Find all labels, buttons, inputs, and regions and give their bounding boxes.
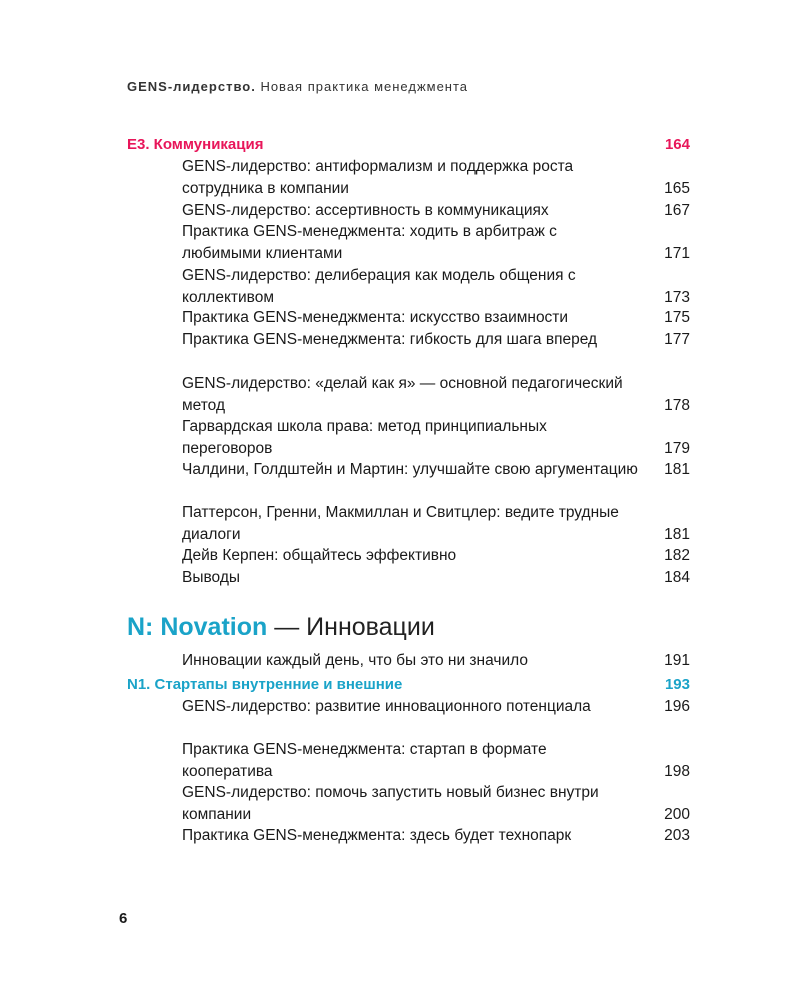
toc-entry-title: Инновации каждый день, что бы это ни значило — [182, 652, 528, 669]
toc-entry-title: GENS-лидерство: антиформализм и поддержка роста сотрудника в компании — [182, 158, 574, 197]
page-number: 6 — [119, 910, 128, 927]
toc-entry-title: Выводы — [182, 569, 241, 586]
toc-entry[interactable] — [182, 416, 690, 460]
toc-entry-page: 203 — [664, 827, 690, 844]
toc-entry[interactable] — [182, 459, 690, 481]
toc-entry-title: GENS-лидерство: развитие инновационного потенциала — [182, 698, 591, 715]
toc-entry-title: GENS-лидерство: делиберация как модель общения с коллективом — [182, 267, 576, 306]
toc-entry-title: Гарвардская школа права: метод принципиальных переговоров — [182, 418, 547, 457]
toc-entry-page: 181 — [664, 461, 690, 478]
toc-entry[interactable] — [182, 545, 690, 567]
toc-entry[interactable] — [182, 200, 690, 222]
toc-entry-title: GENS-лидерство: «делай как я» — основной педагогический метод — [182, 375, 623, 414]
toc-entry-title: Чалдини, Голдштейн и Мартин: улучшайте свою аргументацию — [182, 461, 638, 478]
section-title: N1. Стартапы внутренние и внешние — [127, 676, 403, 693]
toc-entry[interactable] — [182, 156, 690, 200]
toc-entry-title: GENS-лидерство: помочь запустить новый бизнес внутри компании — [182, 784, 599, 823]
toc-entry-title: Паттерсон, Гренни, Макмиллан и Свитцлер: ведите трудные диалоги — [182, 504, 619, 543]
section-page: 193 — [664, 676, 690, 693]
toc-entry-page: 178 — [664, 397, 690, 414]
running-head-subtitle: Новая практика менеджмента — [255, 79, 469, 94]
toc-entry[interactable] — [182, 265, 690, 309]
toc-entry-title: Практика GENS-менеджмента: стартап в формате кооператива — [182, 741, 547, 780]
section-n1-heading[interactable] — [127, 676, 690, 693]
chapter-title: — Инновации — [267, 613, 435, 641]
toc-entry-page: 177 — [664, 331, 690, 348]
toc-entry-title: Практика GENS-менеджмента: ходить в арбитраж с любимыми клиентами — [182, 223, 557, 262]
section-e3-heading[interactable] — [127, 136, 690, 153]
toc-entry[interactable] — [182, 739, 690, 783]
toc-entry-page: 200 — [664, 806, 690, 823]
toc-entry[interactable] — [182, 650, 690, 672]
toc-entry-page: 181 — [664, 526, 690, 543]
toc-entry-page: 167 — [664, 202, 690, 219]
toc-entry[interactable] — [182, 307, 690, 329]
toc-entry[interactable] — [182, 373, 690, 417]
section-page: 164 — [664, 136, 690, 153]
toc-entry-title: Практика GENS-менеджмента: гибкость для шага вперед — [182, 331, 598, 348]
toc-entry[interactable] — [182, 696, 690, 718]
toc-entry-page: 198 — [664, 763, 690, 780]
toc-entry-page: 173 — [664, 289, 690, 306]
toc-entry-title: Практика GENS-менеджмента: здесь будет технопарк — [182, 827, 572, 844]
toc-entry-title: Практика GENS-менеджмента: искусство взаимности — [182, 309, 569, 326]
toc-entry[interactable] — [182, 567, 690, 589]
toc-entry-page: 171 — [664, 245, 690, 262]
toc-entry[interactable] — [182, 502, 690, 546]
toc-entry[interactable] — [182, 221, 690, 265]
running-head — [127, 79, 468, 94]
toc-entry-page: 182 — [664, 547, 690, 564]
running-head-book: GENS-лидерство. — [127, 79, 256, 94]
toc-entry-page: 165 — [664, 180, 690, 197]
toc-entry-page: 196 — [664, 698, 690, 715]
toc-entry[interactable] — [182, 329, 690, 351]
chapter-heading[interactable] — [127, 613, 435, 642]
toc-entry-page: 179 — [664, 440, 690, 457]
toc-entry[interactable] — [182, 825, 690, 847]
section-title: E3. Коммуникация — [127, 136, 264, 153]
chapter-code: N: Novation — [127, 613, 268, 641]
toc-entry-title: GENS-лидерство: ассертивность в коммуникациях — [182, 202, 549, 219]
toc-entry-page: 191 — [664, 652, 690, 669]
toc-entry[interactable] — [182, 782, 690, 826]
toc-entry-title: Дейв Керпен: общайтесь эффективно — [182, 547, 457, 564]
toc-entry-page: 175 — [664, 309, 690, 326]
toc-entry-page: 184 — [664, 569, 690, 586]
